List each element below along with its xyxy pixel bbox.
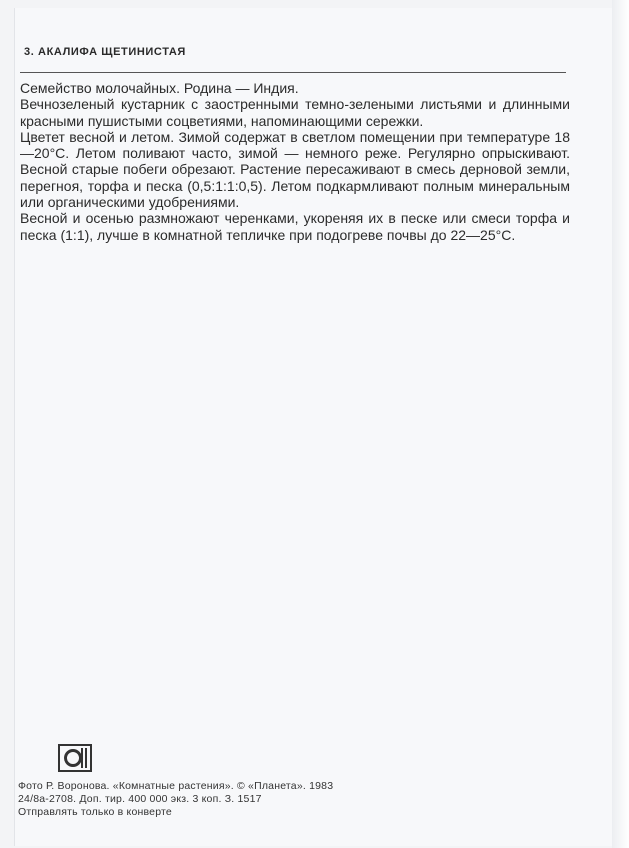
print-info: 24/8а-2708. Доп. тир. 400 000 экз. 3 коп. З. 1517 bbox=[18, 793, 262, 806]
description-text bbox=[20, 80, 570, 243]
paragraph-appearance: Вечнозеленый кустарник с заостренными темно-зелеными листьями и длинными красными пушистыми соцветиями, напоминающими сережки. bbox=[20, 96, 570, 129]
photo-credit: Фото Р. Воронова. «Комнатные растения». © «Планета». 1983 bbox=[18, 780, 334, 792]
paragraph-care: Цветет весной и летом. Зимой содержат в светлом помещении при температуре 18—20°C. Летом поливают часто, зимой — немного реже. Регулярно опрыскивают. Весной старые побеги обрезают. Растение пересаживают в смесь дерновой земли, перегноя, торфа и песка (0,5:1:1:0,5). Летом подкармливают полным минеральным или органическими удобрениями. bbox=[20, 128, 570, 211]
mailing-note: Отправлять только в конверте bbox=[18, 806, 172, 819]
title-divider bbox=[20, 72, 566, 73]
card-title: 3. АКАЛИФА ЩЕТИНИСТАЯ bbox=[24, 46, 186, 58]
planeta-publisher-logo-icon bbox=[58, 744, 92, 772]
paragraph-family: Семейство молочайных. Родина — Индия. bbox=[20, 80, 299, 96]
paragraph-propagation: Весной и осенью размножают черенками, укореняя их в песке или смеси торфа и песка (1:1), лучше в комнатной тепличке при подогреве почвы до 22—25°C. bbox=[20, 210, 570, 243]
card-edge bbox=[612, 0, 629, 848]
publisher-footer bbox=[18, 744, 578, 820]
